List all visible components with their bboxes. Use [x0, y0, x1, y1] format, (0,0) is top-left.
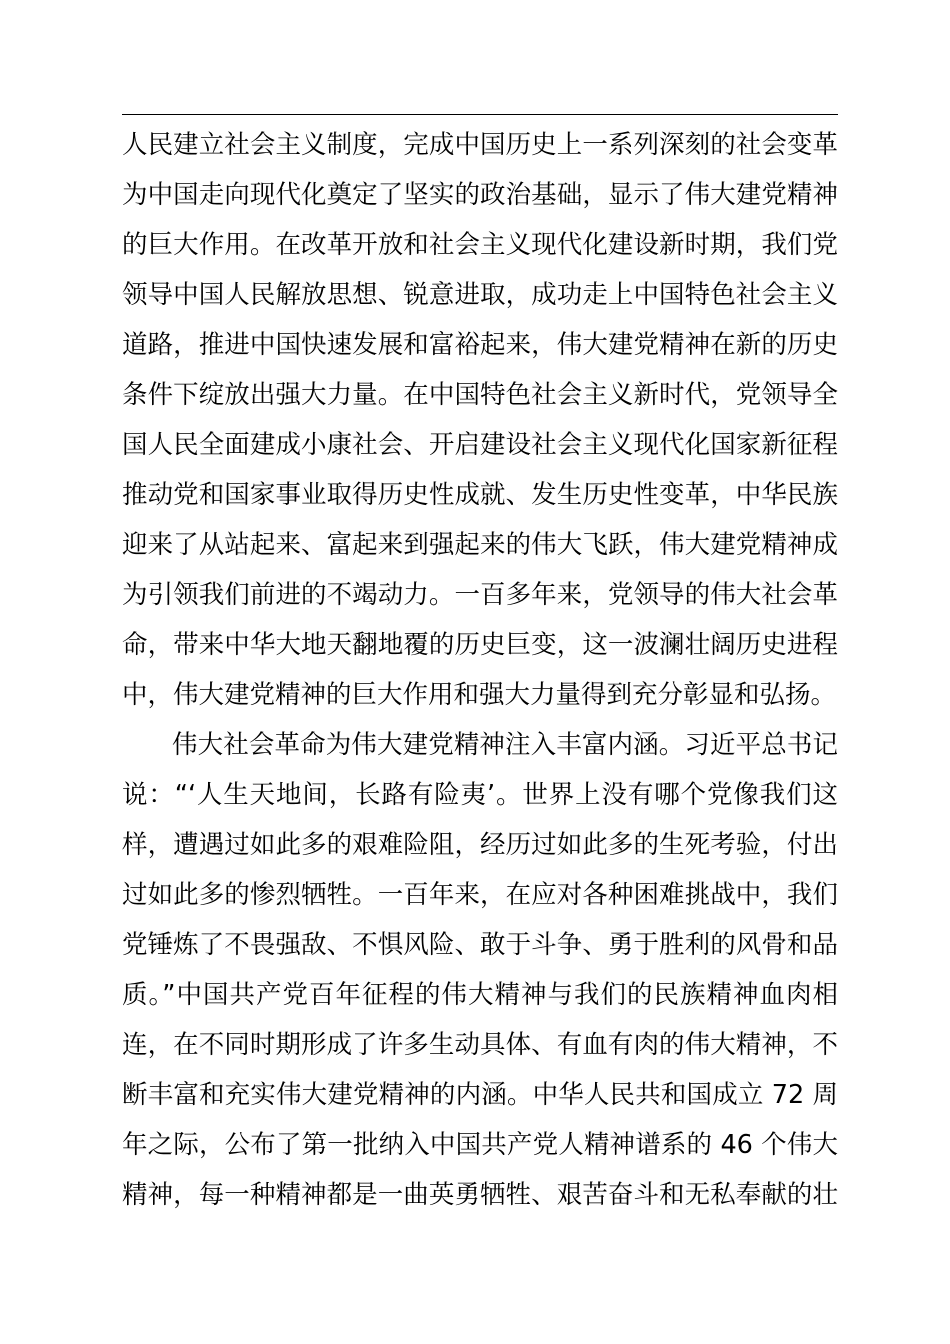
header-rule — [122, 114, 838, 115]
paragraph-end-line: 中，伟大建党精神的巨大作用和强大力量得到充分彰显和弘扬。 — [122, 680, 837, 710]
text-line: 样，遭遇过如此多的艰难险阻，经历过如此多的生死考验，付出 — [122, 830, 838, 860]
text-line: 迎来了从站起来、富起来到强起来的伟大飞跃，伟大建党精神成 — [122, 530, 838, 560]
text-line: 精神，每一种精神都是一曲英勇牺牲、艰苦奋斗和无私奉献的壮 — [122, 1180, 838, 1210]
text-line: 道路，推进中国快速发展和富裕起来，伟大建党精神在新的历史 — [122, 330, 838, 360]
text-line: 的巨大作用。在改革开放和社会主义现代化建设新时期，我们党 — [122, 230, 838, 260]
text-line: 过如此多的惨烈牺牲。一百年来，在应对各种困难挑战中，我们 — [122, 880, 838, 910]
text-line: 条件下绽放出强大力量。在中国特色社会主义新时代，党领导全 — [122, 380, 838, 410]
text-line: 连，在不同时期形成了许多生动具体、有血有肉的伟大精神，不 — [122, 1030, 838, 1060]
text-line: 断丰富和充实伟大建党精神的内涵。中华人民共和国成立 72 周 — [122, 1080, 838, 1110]
text-line: 命，带来中华大地天翻地覆的历史巨变，这一波澜壮阔历史进程 — [122, 630, 838, 660]
text-line: 推动党和国家事业取得历史性成就、发生历史性变革，中华民族 — [122, 480, 838, 510]
text-line: 党锤炼了不畏强敌、不惧风险、敢于斗争、勇于胜利的风骨和品 — [122, 930, 838, 960]
body-text — [122, 120, 838, 1220]
text-line: 为引领我们前进的不竭动力。一百多年来，党领导的伟大社会革 — [122, 580, 838, 610]
text-line: 人民建立社会主义制度，完成中国历史上一系列深刻的社会变革 — [122, 130, 838, 160]
text-line: 领导中国人民解放思想、锐意进取，成功走上中国特色社会主义 — [122, 280, 838, 310]
text-line: 年之际，公布了第一批纳入中国共产党人精神谱系的 46 个伟大 — [122, 1130, 838, 1160]
text-line: 国人民全面建成小康社会、开启建设社会主义现代化国家新征程 — [122, 430, 838, 460]
text-line: 质。”中国共产党百年征程的伟大精神与我们的民族精神血肉相 — [122, 980, 838, 1010]
text-line: 说：“‘人生天地间，长路有险夷’。世界上没有哪个党像我们这 — [122, 780, 838, 810]
text-line: 为中国走向现代化奠定了坚实的政治基础，显示了伟大建党精神 — [122, 180, 838, 210]
paragraph-first-line: 伟大社会革命为伟大建党精神注入丰富内涵。习近平总书记 — [172, 730, 838, 760]
